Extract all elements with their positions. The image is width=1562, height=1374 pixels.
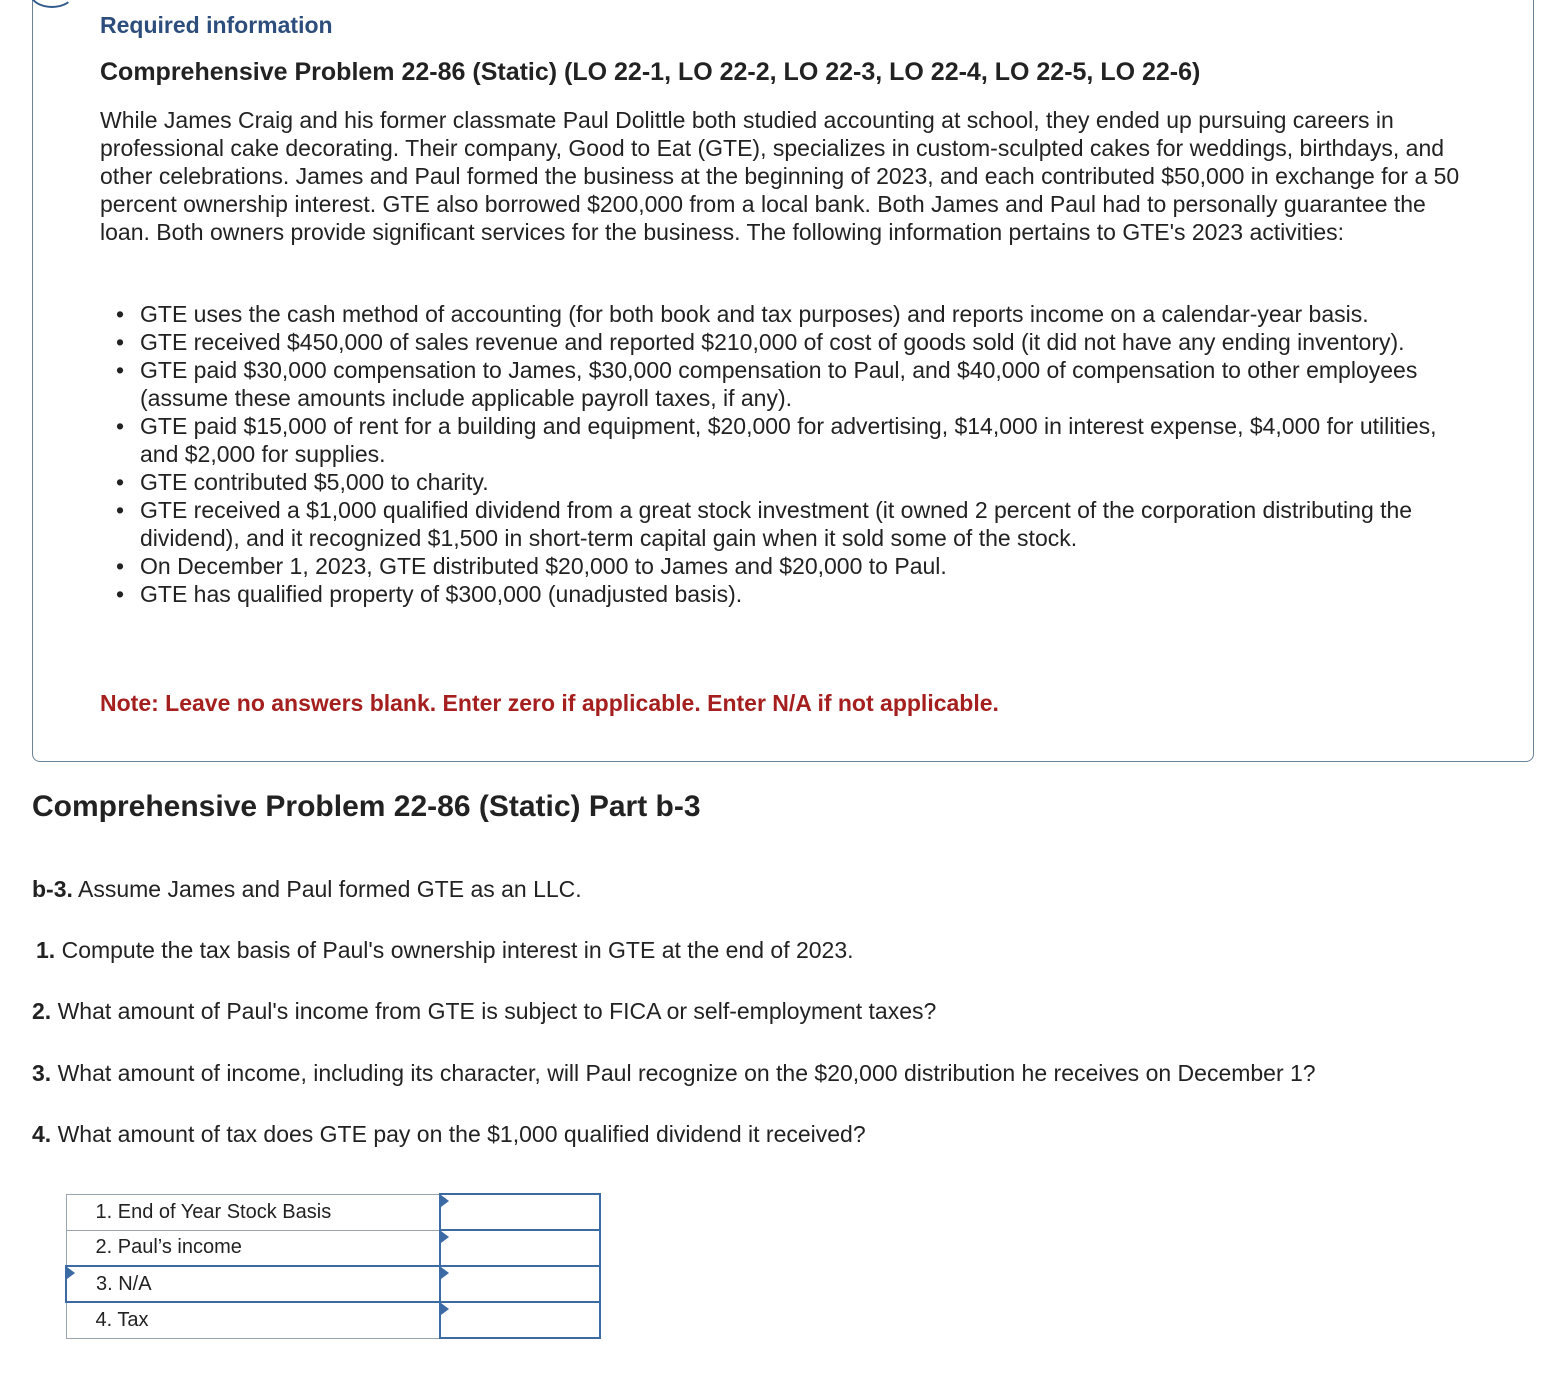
tax-input[interactable] [441,1304,599,1336]
required-information-label: Required information [100,12,333,38]
end-of-year-basis-input[interactable] [441,1196,599,1228]
answer-cell[interactable] [440,1266,600,1302]
list-item: • GTE has qualified property of $300,000 (unadjusted basis). [140,580,1460,608]
table-row [66,1230,600,1266]
question-intro [32,876,582,903]
answer-cell[interactable] [440,1194,600,1230]
question-number: b-3. [32,876,73,902]
list-item: • GTE contributed $5,000 to charity. [140,468,1460,496]
table-row [66,1302,600,1338]
question-number: 1. [36,937,56,963]
answer-cell[interactable] [440,1230,600,1266]
list-item: • On December 1, 2023, GTE distributed $20,000 to James and $20,000 to Paul. [140,552,1460,580]
question-number: 2. [32,998,52,1024]
answer-label-select[interactable] [66,1266,440,1302]
list-item: • GTE received $450,000 of sales revenue and reported $210,000 of cost of goods sold (it did not have any ending inventory). [140,328,1460,356]
problem-title: Comprehensive Problem 22-86 (Static) (LO 22-1, LO 22-2, LO 22-3, LO 22-4, LO 22-5, LO 22-6) [100,58,1201,86]
table-row [66,1266,600,1302]
distribution-income-input[interactable] [441,1268,599,1300]
question-text: Assume James and Paul formed GTE as an LLC. [72,876,582,902]
question-text: Compute the tax basis of Paul's ownership interest in GTE at the end of 2023. [55,937,854,963]
question-text: What amount of Paul's income from GTE is subject to FICA or self-employment taxes? [51,998,937,1024]
answer-label: 1. End of Year Stock Basis [66,1194,440,1230]
list-item: • GTE paid $30,000 compensation to James, $30,000 compensation to Paul, and $40,000 of compensation to other employees (assume these amounts include applicable payroll taxes, if any). [140,356,1460,412]
answer-label-text: 3. N/A [96,1272,152,1295]
question-2 [32,998,936,1025]
input-marker-icon [441,1231,449,1243]
problem-intro: While James Craig and his former classmate Paul Dolittle both studied accounting at school, they ended up pursuing careers in professional cake decorating. Their company, Good to Eat (GTE), specializes in custom-sculpted cakes for weddings, birthdays, and other celebrations. James and Paul formed the business at the beginning of 2023, and each contributed $50,000 in exchange for a 50 percent ownership interest. GTE also borrowed $200,000 from a local bank. Both James and Paul had to personally guarantee the loan. Both owners provide significant services for the business. The following information pertains to GTE's 2023 activities: [100,107,1460,245]
question-text: What amount of income, including its character, will Paul recognize on the $20,000 distribution he receives on December 1? [51,1060,1316,1086]
pauls-income-input[interactable] [441,1232,599,1264]
table-row [66,1194,600,1230]
input-marker-icon [441,1267,449,1279]
input-marker-icon [441,1303,449,1315]
list-item: • GTE paid $15,000 of rent for a building and equipment, $20,000 for advertising, $14,000 in interest expense, $4,000 for utilities, and $2,000 for supplies. [140,412,1460,468]
question-1 [36,937,854,964]
dropdown-marker-icon [67,1267,75,1279]
question-4 [32,1121,866,1148]
input-marker-icon [441,1195,449,1207]
list-item: • GTE received a $1,000 qualified dividend from a great stock investment (it owned 2 percent of the corporation distributing the dividend), and it recognized $1,500 in short-term capital gain when it sold some of the stock. [140,496,1460,552]
part-title: Comprehensive Problem 22-86 (Static) Part b-3 [32,790,701,823]
answer-label: 2. Paul’s income [66,1230,440,1266]
instructions-note: Note: Leave no answers blank. Enter zero if applicable. Enter N/A if not applicable. [100,690,999,716]
question-3 [32,1060,1316,1087]
activities-list [100,300,1460,608]
list-item: • GTE uses the cash method of accounting (for both book and tax purposes) and reports income on a calendar-year basis. [140,300,1460,328]
question-number: 3. [32,1060,52,1086]
question-number: 4. [32,1121,52,1147]
answer-cell[interactable] [440,1302,600,1338]
answer-table [65,1193,601,1339]
question-text: What amount of tax does GTE pay on the $1,000 qualified dividend it received? [51,1121,866,1147]
answer-label: 4. Tax [66,1302,440,1338]
